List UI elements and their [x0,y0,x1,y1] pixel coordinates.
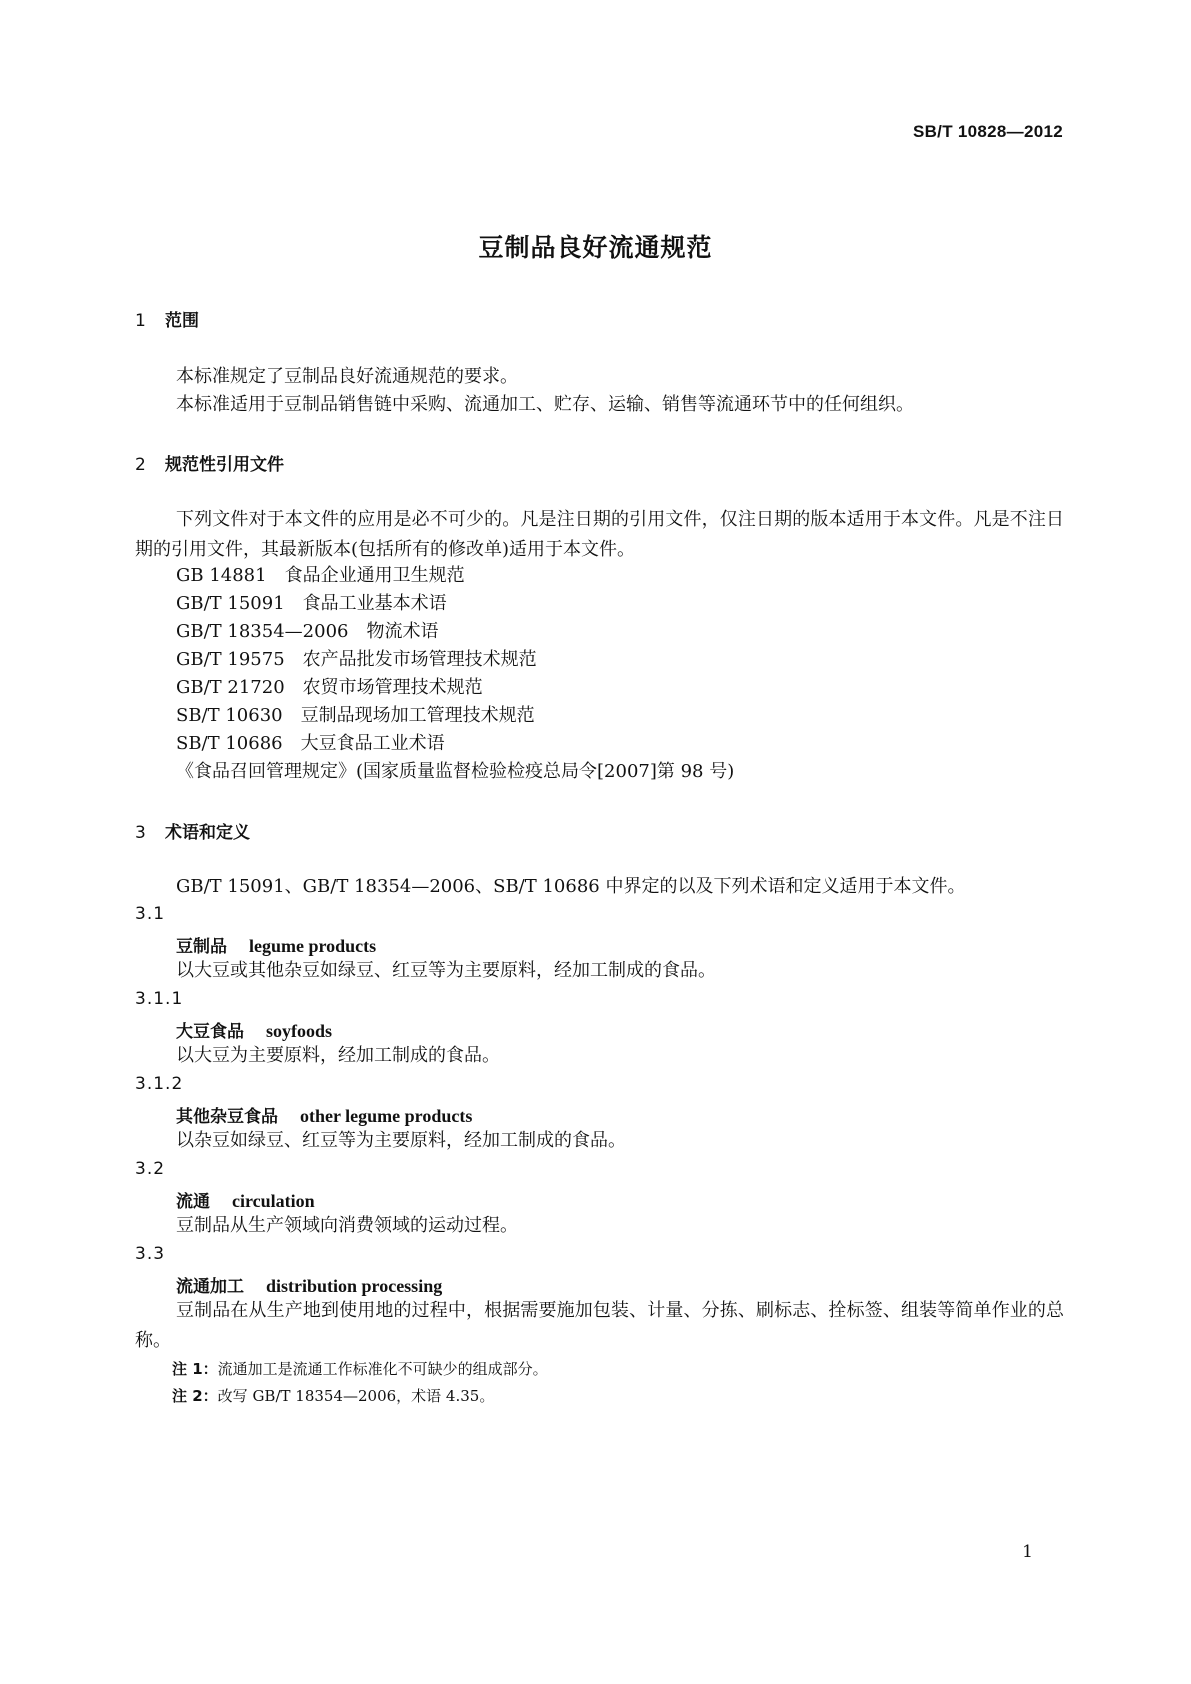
note-label: 注 2： [172,1387,218,1405]
term-en: distribution processing [266,1276,443,1296]
term-zh: 流通 [176,1192,210,1212]
paragraph: GB/T 15091、GB/T 18354—2006、SB/T 10686 中界定的以及下列术语和定义适用于本文件。 [176,876,966,897]
section-title: 术语和定义 [165,823,250,843]
reference-item [176,561,465,591]
term-zh: 豆制品 [176,937,227,957]
note [172,1385,494,1406]
note-label: 注 1： [172,1360,218,1378]
section-number: 2 [135,455,146,475]
paragraph: 本标准规定了豆制品良好流通规范的要求。 [176,366,518,387]
reference-name: 豆制品现场加工管理技术规范 [300,705,535,726]
page-number: 1 [1022,1542,1033,1562]
note-text: 流通加工是流通工作标准化不可缺少的组成部分。 [217,1360,548,1378]
note-text: 改写 GB/T 18354—2006，术语 4.35。 [217,1387,495,1405]
term-en: legume products [249,936,377,956]
reference-code: GB/T 15091 [176,593,285,614]
term-zh: 大豆食品 [176,1022,244,1042]
term-title [176,1272,442,1297]
section-2-heading [135,450,284,475]
document-title: 豆制品良好流通规范 [478,233,713,262]
section-number: 1 [135,311,146,331]
reference-item [176,673,483,703]
term-title [176,1017,332,1042]
term-title [176,1102,472,1127]
paragraph: 本标准适用于豆制品销售链中采购、流通加工、贮存、运输、销售等流通环节中的任何组织。 [176,394,914,415]
section-1-heading [135,306,199,331]
reference-item [176,645,537,675]
reference-item [176,701,535,731]
reference-code: GB/T 18354—2006 [176,621,349,642]
section-title: 规范性引用文件 [165,455,284,475]
section-title: 范围 [165,311,199,331]
term-number: 3.3 [135,1244,166,1264]
section-number: 3 [135,823,146,843]
note [172,1358,548,1379]
reference-code: GB 14881 [176,565,267,586]
reference-name: 食品企业通用卫生规范 [284,565,465,586]
reference-code: GB/T 21720 [176,677,285,698]
reference-code: GB/T 19575 [176,649,285,670]
standard-code: SB/T 10828—2012 [912,122,1063,141]
reference-item: 《食品召回管理规定》(国家质量监督检验检疫总局令[2007]第 98 号) [176,761,735,782]
section-3-heading [135,818,250,843]
term-definition: 以大豆或其他杂豆如绿豆、红豆等为主要原料，经加工制成的食品。 [176,960,716,981]
term-number: 3.1 [135,904,166,924]
reference-name: 农贸市场管理技术规范 [302,677,483,698]
term-title [176,1187,315,1212]
term-number: 3.2 [135,1159,166,1179]
reference-name: 物流术语 [366,621,439,642]
term-title [176,932,376,957]
term-zh: 其他杂豆食品 [176,1107,278,1127]
term-en: soyfoods [266,1021,333,1041]
reference-item [176,729,445,759]
reference-name: 农产品批发市场管理技术规范 [302,649,537,670]
term-en: circulation [232,1191,315,1211]
term-number: 3.1.1 [135,989,184,1009]
reference-code: SB/T 10630 [176,705,283,726]
reference-name: 大豆食品工业术语 [300,733,445,754]
reference-code: SB/T 10686 [176,733,283,754]
reference-name: 食品工业基本术语 [302,593,447,614]
term-zh: 流通加工 [176,1277,244,1297]
paragraph: 下列文件对于本文件的应用是必不可少的。凡是注日期的引用文件，仅注日期的版本适用于本文件。凡是不注日期的引用文件，其最新版本(包括所有的修改单)适用于本文件。 [135,509,1064,560]
term-definition: 豆制品从生产领域向消费领域的运动过程。 [176,1215,518,1236]
term-en: other legume products [300,1106,473,1126]
reference-item [176,617,438,647]
term-definition: 以杂豆如绿豆、红豆等为主要原料，经加工制成的食品。 [176,1130,626,1151]
term-number: 3.1.2 [135,1074,184,1094]
reference-item [176,589,447,619]
term-definition: 豆制品在从生产地到使用地的过程中，根据需要施加包装、计量、分拣、刷标志、拴标签、组装等简单作业的总称。 [135,1300,1064,1351]
term-definition: 以大豆为主要原料，经加工制成的食品。 [176,1045,500,1066]
